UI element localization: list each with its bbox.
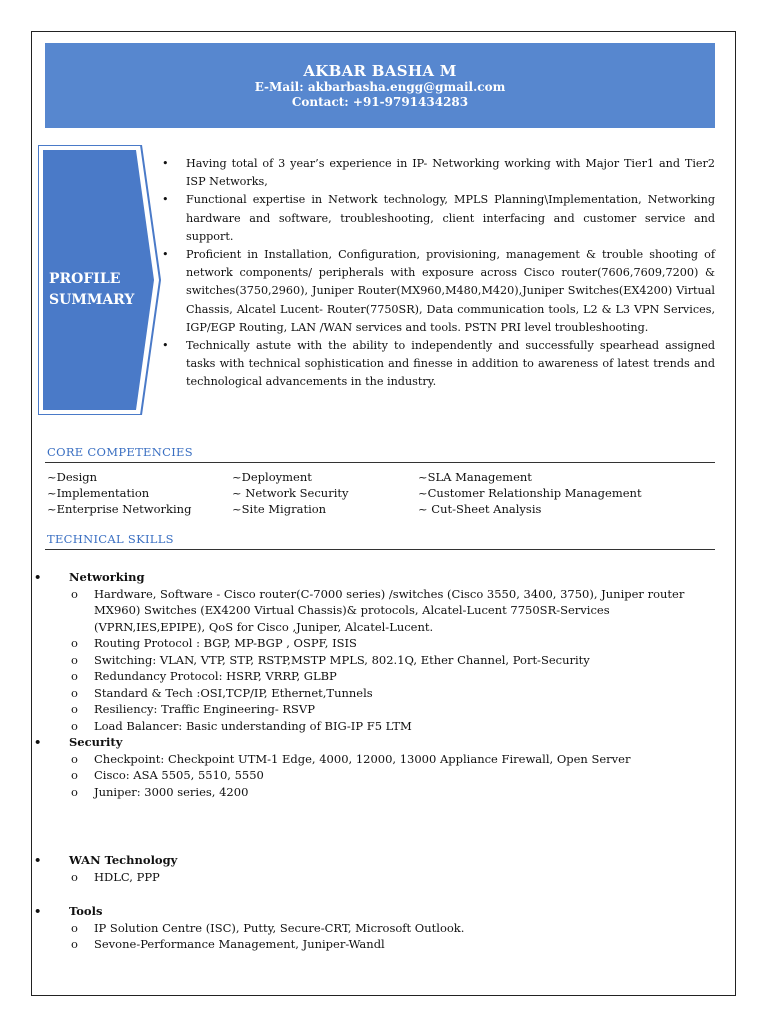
list-item: o Routing Protocol : BGP, MP-BGP , OSPF, ISIS <box>71 636 357 650</box>
profile-summary-label: PROFILE SUMMARY <box>49 271 135 308</box>
competency-item: ~Site Migration <box>232 502 327 516</box>
list-item: o Juniper: 3000 series, 4200 <box>71 784 249 799</box>
list-item: o IP Solution Centre (ISC), Putty, Secure-CRT, Microsoft Outlook. <box>71 920 465 935</box>
list-item: o Checkpoint: Checkpoint UTM-1 Edge, 4000, 12000, 13000 Appliance Firewall, Open Server <box>71 751 631 766</box>
contact-line: Contact: +91-9791434283 <box>291 95 469 109</box>
list-item: • Proficient in Installation, Configuration, provisioning, management & trouble shooting of network components/ peripherals with exposure across Cisco router(7606,7609,7200) & switches(3750,2960), Juniper Router(MX960,M480,M420),Juniper Switches(EX4200) Virtual Chassis, Alcatel Lucent- Router(7750SR), Data communication tools, L2 & L3 VPN Services, IGP/EGP Routing, LAN /WAN services and tools. PSTN PRI level troubleshooting. <box>162 248 715 334</box>
list-item: o Cisco: ASA 5505, 5510, 5550 <box>71 768 264 782</box>
competency-item: ~ Cut-Sheet Analysis <box>418 502 542 516</box>
competency-item: ~Implementation <box>47 486 150 500</box>
technical-skills-list <box>34 569 724 953</box>
candidate-name: AKBAR BASHA M <box>303 62 457 80</box>
email-line: E-Mail: akbarbasha.engg@gmail.com <box>254 80 506 94</box>
spacer <box>34 800 724 852</box>
skill-category-wan: • WAN Technology <box>34 853 178 867</box>
skill-category-tools: • Tools <box>34 904 103 918</box>
competency-column-1 <box>47 469 191 517</box>
list-item: • Having total of 3 year’s experience in IP- Networking working with Major Tier1 and Tier2 ISP Networks, <box>162 157 715 189</box>
list-item: o HDLC, PPP <box>71 869 160 884</box>
core-competencies-title: CORE COMPETENCIES <box>47 445 193 459</box>
list-item: o Sevone-Performance Management, Juniper-Wandl <box>71 937 385 951</box>
list-item: o Hardware, Software - Cisco router(C-7000 series) /switches (Cisco 3550, 3400, 3750), Juniper router MX960) Switches (EX4200 Virtual Chassis)& protocols, Alcatel-Lucent 7750SR-Services (VPRN,IES,EPIPE), QoS for Cisco ,Juniper, Alcatel-Lucent. <box>71 586 685 634</box>
list-item: o Load Balancer: Basic understanding of BIG-IP F5 LTM <box>71 718 412 733</box>
profile-summary-tag <box>38 145 162 415</box>
competency-item: ~Deployment <box>232 470 312 484</box>
list-item: • Functional expertise in Network technology, MPLS Planning\Implementation, Networking hardware and software, troubleshooting, client interfacing and customer service and support. <box>162 193 715 243</box>
competency-item: ~ Network Security <box>232 486 349 500</box>
competency-item: ~Design <box>47 470 98 484</box>
list-item: o Resiliency: Traffic Engineering- RSVP <box>71 702 315 716</box>
resume-header <box>45 43 715 128</box>
list-item: o Standard & Tech :OSI,TCP/IP, Ethernet,Tunnels <box>71 685 373 700</box>
competency-item: ~Enterprise Networking <box>47 502 192 516</box>
technical-skills-title: TECHNICAL SKILLS <box>47 532 174 546</box>
profile-summary-list <box>160 155 715 392</box>
section-divider <box>45 549 715 550</box>
skill-category-security: • Security <box>34 735 123 749</box>
competency-column-3 <box>418 469 642 517</box>
section-divider <box>45 462 715 463</box>
competency-column-2 <box>232 469 349 517</box>
skill-category-networking: • Networking <box>34 570 145 584</box>
list-item: o Redundancy Protocol: HSRP, VRRP, GLBP <box>71 669 337 683</box>
list-item: • Technically astute with the ability to independently and successfully spearhead assigned tasks with technical sophistication and finesse in addition to awareness of latest trends and technological advancements in the industry. <box>162 339 715 389</box>
competency-item: ~Customer Relationship Management <box>418 486 642 500</box>
competency-item: ~SLA Management <box>418 470 532 484</box>
spacer <box>34 885 724 903</box>
list-item: o Switching: VLAN, VTP, STP, RSTP,MSTP MPLS, 802.1Q, Ether Channel, Port-Security <box>71 652 590 667</box>
